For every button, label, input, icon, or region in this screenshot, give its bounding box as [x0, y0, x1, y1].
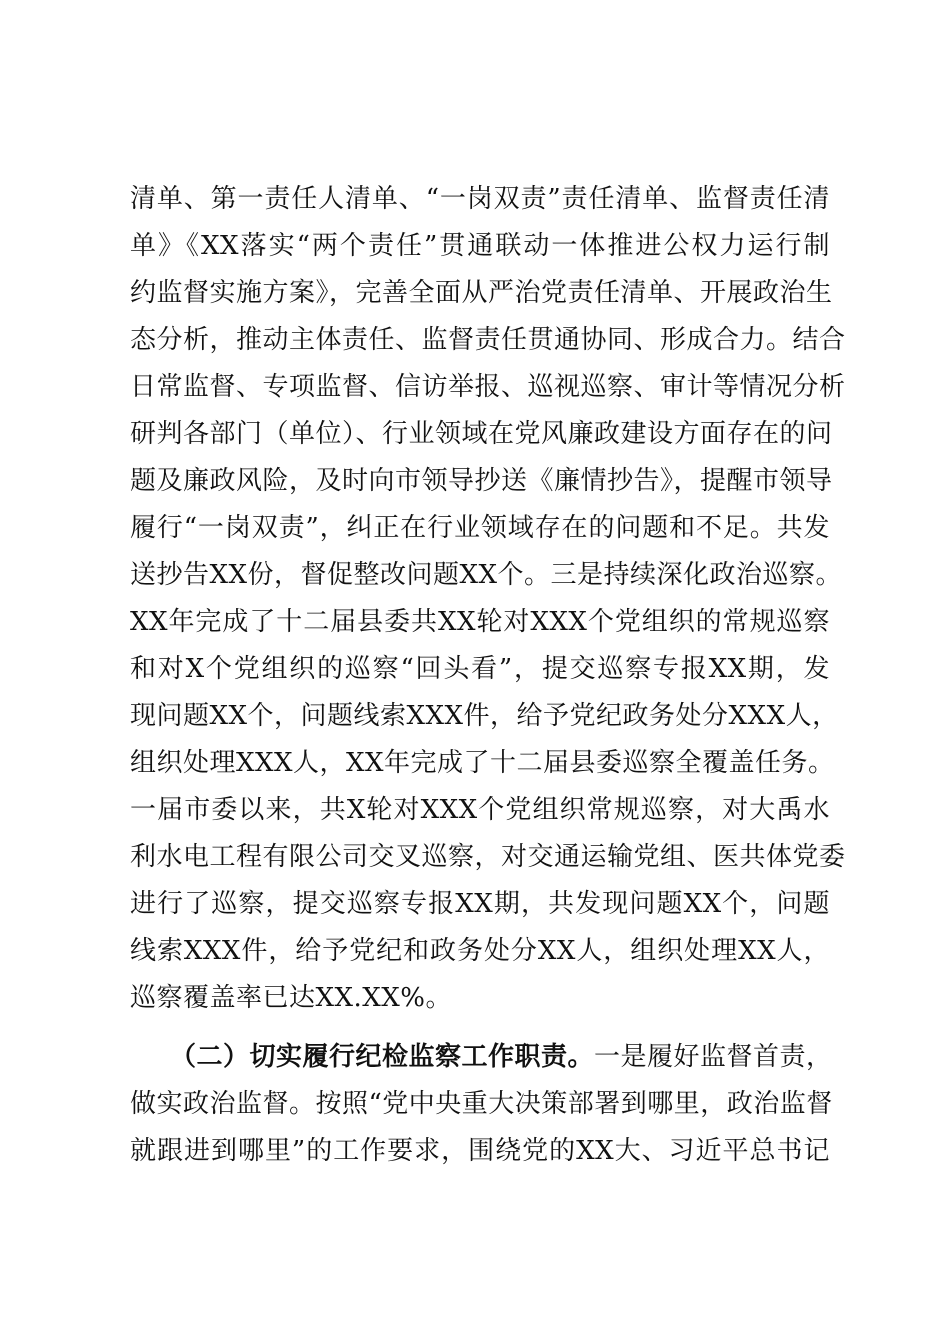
- paragraph-line-2: 单》《XX落实“两个责任”贯通联动一体推进公权力运行制: [130, 231, 830, 261]
- paragraph-line-16: 进行了巡察，提交巡察专报XX期，共发现问题XX个，问题: [130, 889, 830, 919]
- paragraph-line-7: 题及廉政风险，及时向市领导抄送《廉情抄告》，提醒市领导: [130, 466, 833, 496]
- section-line-3: 就跟进到哪里”的工作要求，围绕党的XX大、习近平总书记: [130, 1136, 830, 1166]
- paragraph-line-15: 利水电工程有限公司交叉巡察，对交通运输党组、医共体党委: [130, 842, 846, 872]
- section-heading-continuation: 一是履好监督首责，: [594, 1042, 833, 1072]
- paragraph-line-18: 巡察覆盖率已达XX.XX%。: [130, 983, 453, 1013]
- paragraph-line-6: 研判各部门（单位）、行业领域在党风廉政建设方面存在的问: [130, 419, 833, 449]
- paragraph-line-4: 态分析，推动主体责任、监督责任贯通协同、形成合力。结合: [130, 325, 846, 355]
- paragraph-line-14: 一届市委以来，共X轮对XXX个党组织常规巡察，对大禹水: [130, 795, 830, 825]
- paragraph-line-10: XX年完成了十二届县委共XX轮对XXX个党组织的常规巡察: [130, 607, 830, 637]
- section-heading-line: [130, 1034, 833, 1081]
- paragraph-line-5: 日常监督、专项监督、信访举报、巡视巡察、审计等情况分析: [130, 372, 846, 402]
- paragraph-line-12: 现问题XX个，问题线索XXX件，给予党纪政务处分XXX人，: [130, 701, 839, 731]
- paragraph-line-8: 履行“一岗双责”，纠正在行业领域存在的问题和不足。共发: [130, 513, 830, 543]
- paragraph-line-11: 和对X个党组织的巡察“回头看”，提交巡察专报XX期，发: [130, 654, 830, 684]
- paragraph-line-13: 组织处理XXX人，XX年完成了十二届县委巡察全覆盖任务。: [130, 748, 835, 778]
- paragraph-line-1: 清单、第一责任人清单、“一岗双责”责任清单、监督责任清: [130, 184, 830, 214]
- paragraph-line-9: 送抄告XX份，督促整改问题XX个。三是持续深化政治巡察。: [130, 560, 843, 590]
- paragraph-gap: [130, 1022, 830, 1034]
- section-heading: （二）切实履行纪检监察工作职责。: [170, 1042, 595, 1072]
- paragraph-line-17: 线索XXX件，给予党纪和政务处分XX人，组织处理XX人，: [130, 936, 830, 966]
- section-line-2: 做实政治监督。按照“党中央重大决策部署到哪里，政治监督: [130, 1089, 833, 1119]
- paragraph-line-3: 约监督实施方案》，完善全面从严治党责任清单、开展政治生: [130, 278, 833, 308]
- body-text: [130, 176, 846, 1175]
